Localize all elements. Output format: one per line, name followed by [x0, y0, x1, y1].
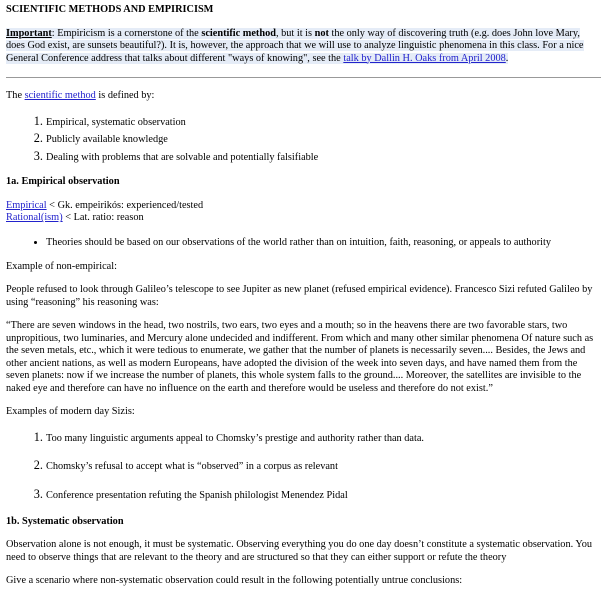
- method-list-item: [46, 149, 601, 166]
- theories-bullet-list: [6, 236, 601, 250]
- method-list-item: [46, 131, 601, 148]
- text-segment: .: [505, 52, 509, 64]
- modern-sizis-list: [6, 430, 601, 504]
- sizis-list-item-text: Chomsky’s refusal to accept what is “observed” in a corpus as relevant: [46, 461, 338, 473]
- text-segment: scientific method: [201, 27, 276, 39]
- text-segment: : Empiricism is a cornerstone of the: [51, 27, 202, 39]
- defined-by-line: [6, 90, 601, 103]
- important-note: [6, 28, 601, 66]
- galileo-paragraph: People refused to look through Galileo’s telescope to see Jupiter as new planet (refused empirical evidence). Francesco Sizi refuted Galileo by using “reasoning” his reasoning was:: [6, 284, 593, 308]
- sizis-list-item: [46, 430, 601, 447]
- scientific-method-list: [6, 114, 601, 166]
- sizis-list-item-text: Conference presentation refuting the Spanish philologist Menendez Pidal: [46, 489, 348, 501]
- method-list-item-text: Empirical, systematic observation: [46, 116, 186, 128]
- text-segment: , but it is: [275, 27, 315, 39]
- method-list-item-text: Dealing with problems that are solvable and potentially falsifiable: [46, 151, 319, 163]
- sizis-list-item: [46, 487, 601, 504]
- empirical-link[interactable]: Empirical: [6, 199, 47, 211]
- text-segment: The: [6, 90, 25, 101]
- scenario-prompt: Give a scenario where non-systematic observation could result in the following potentially untrue conclusions:: [6, 575, 463, 587]
- important-highlight: [6, 28, 584, 64]
- text-segment: is defined by:: [95, 90, 155, 101]
- divider: [6, 77, 601, 78]
- etymology-empirical-line: [6, 200, 203, 211]
- sizis-list-item: [46, 458, 601, 475]
- bullet-list-item: [46, 236, 601, 250]
- text-segment: Important: [6, 27, 52, 39]
- method-list-item-text: Publicly available knowledge: [46, 134, 168, 146]
- etymology-block: [6, 200, 601, 225]
- text-segment: < Lat. ratio: reason: [62, 212, 144, 224]
- section-1b-heading: 1b. Systematic observation: [6, 515, 124, 527]
- systematic-paragraph: Observation alone is not enough, it must be systematic. Observing everything you do one day doesn’t constitute a systematic observation. You need to observe things that are relevant to the theory and are structured so that they can either support or refute the theory: [6, 539, 593, 563]
- text-segment: the only way of discovering truth (e.g. does John love Mary, does God exist, are sunsets beautiful?). It is, however, the approach that we will use to analyze linguistic phenomena in this class. For a nice General Conference address that talks about different "ways of knowing", see the: [6, 27, 584, 64]
- sizis-list-item-text: Too many linguistic arguments appeal to Chomsky’s prestige and authority rather than data.: [46, 432, 424, 444]
- text-segment: < Gk. empeirikós: experienced/tested: [46, 199, 204, 211]
- sizi-quote: “There are seven windows in the head, two nostrils, two ears, two eyes and a mouth; so in the heavens there are two favorable stars, two unpropitious, two luminaries, and Mercury alone undecided and indifferent. From which and many other similar phenomena Of nature such as the seven metals, etc., which it were tedious to enumerate, we gather that the number of planets is necessarily seven.... Besides, the Jews and other ancient nations, as well as modern Europeans, have adopted the division of the week into seven days, and have named them from the seven planets: now if we increase the number of planets, this whole system falls to the ground.... Moreover, the satellites are invisible to the naked eye and therefore can have no influence on the earth and therefore would be useless and therefore do not exist.”: [6, 320, 594, 394]
- modern-sizis-label: Examples of modern day Sizis:: [6, 406, 135, 418]
- page-title: SCIENTIFIC METHODS AND EMPIRICISM: [6, 4, 214, 15]
- rationalism-link[interactable]: Rational(ism): [6, 212, 63, 224]
- example-label: Example of non-empirical:: [6, 260, 117, 272]
- section-1a-heading: 1a. Empirical observation: [6, 176, 120, 188]
- scientific-method-link[interactable]: scientific method: [24, 90, 96, 101]
- bullet-list-item-text: Theories should be based on our observations of the world rather than on intuition, faith, reasoning, or appeals to authority: [46, 236, 551, 248]
- etymology-rationalism-line: [6, 212, 144, 223]
- method-list-item: [46, 114, 601, 131]
- oaks-talk-link[interactable]: talk by Dallin H. Oaks from April 2008: [343, 52, 506, 64]
- text-segment: not: [314, 27, 329, 39]
